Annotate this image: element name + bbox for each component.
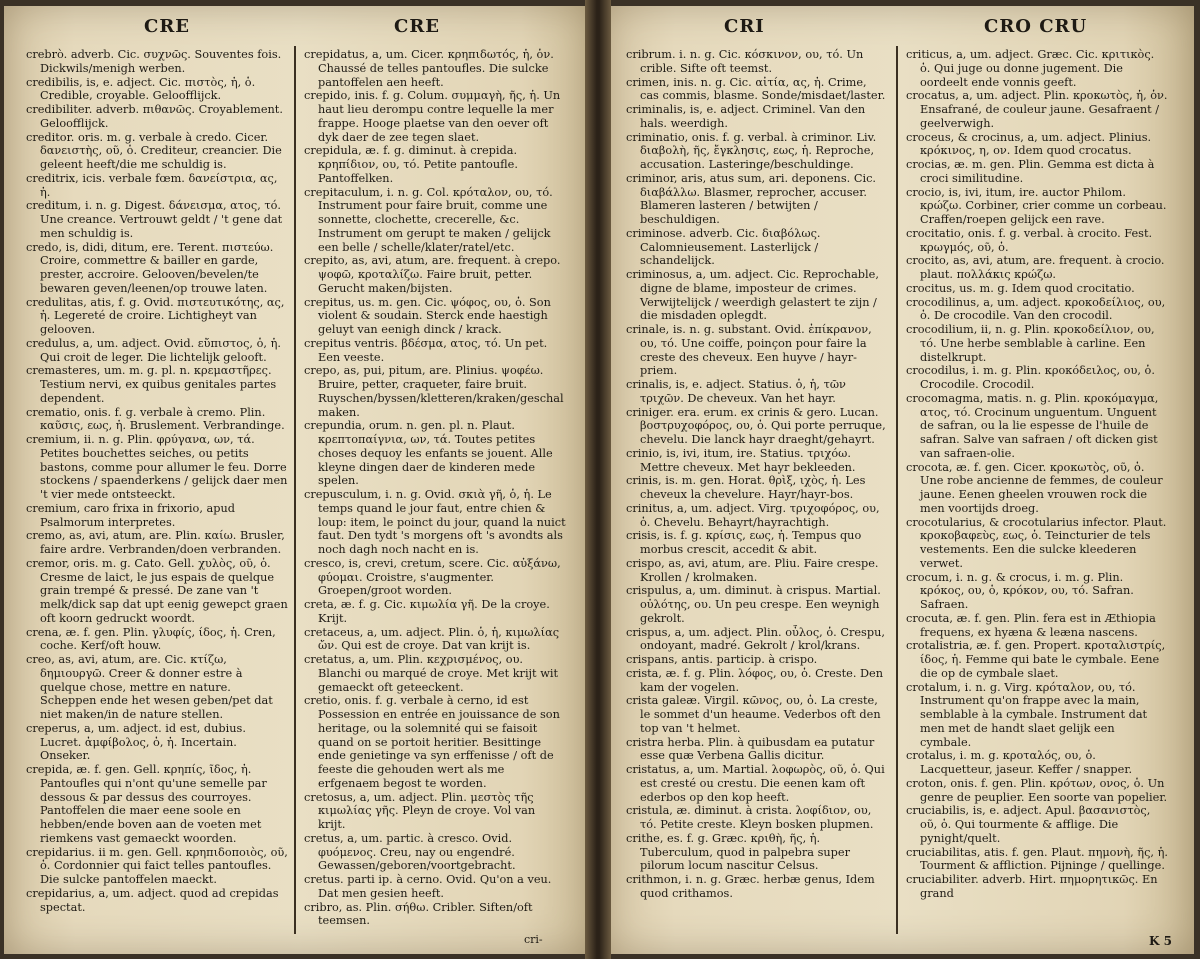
dictionary-entry: crispulus, a, um. diminut. à crispus. Martial. οὐλότης, ου. Un peu crespe. Een weynigh gekrolt. [626,584,881,625]
dictionary-entry: crithe, es. f. g. Græc. κριθὴ, ῆς, ἡ. Tuberculum, quod in palpebra super pilorum locum nascitur Celsus. [626,831,850,873]
dictionary-entry: cremo, as, avi, atum, are. Plin. καίω. Brusler, faire ardre. Verbranden/doen verbranden. [26,529,285,556]
column-rule [896,46,898,934]
dictionary-entry: crepitaculum, i. n. g. Col. κρόταλον, ου, τό. Instrument pour faire bruit, comme une sonnette, clochette, crecerelle, &c. Instrument om gerupt te maken / gelijck een belle / schelle/klater/ratel/etc. [304,185,553,254]
dictionary-entry: criminalis, is, e. adject. Criminel. Van den hals. weerdigh. [626,103,866,130]
dictionary-entry: crebrò. adverb. Cic. συχνῶς. Souventes fois. Dickwils/menigh werben. [26,48,282,75]
dictionary-entry: creta, æ. f. g. Cic. κιμωλία γῆ. De la croye. Krijt. [304,598,550,625]
dictionary-entry: cretio, onis. f. g. verbale à cerno, id est Possession en entrée en jouissance de son heritage, ou la solemnité qui se faisoit quand on se portoit heritier. Besittinge ende genietinge va syn erffenisse / oft de feeste die gehouden wert als me erfgenaem begost te worden. [304,694,560,790]
dictionary-entry: creditum, i. n. g. Digest. δάνεισμα, ατος, τό. Une creance. Vertrouwt geldt / 't gene dat men schuldig is. [26,199,283,240]
dictionary-entry: croton, onis. f. gen. Plin. κρότων, ονος, ὁ. Un genre de peuplier. Een soorte van popelier. [906,776,1168,804]
dictionary-entry: crepido, inis. f. g. Colum. συμμαγὴ, ῆς, ἡ. Un haut lieu derompu contre lequelle la mer frappe. Hooge plaetse van den oever oft dyk daer de zee tegen slaet. [304,89,561,144]
column-rule [294,46,296,934]
dictionary-entry: cretatus, a, um. Plin. κεχρισμένος, ου. Blanchi ou marqué de croye. Met krijt wit gemaeckt oft geteeckent. [304,653,559,694]
page-number: K 5 [1149,934,1172,948]
column-left-1 [26,48,288,914]
column-right-1 [626,48,888,901]
dictionary-entry: crista, æ. f. g. Plin. λόφος, ου, ὁ. Creste. Den kam der vogelen. [626,666,884,694]
dictionary-entry: cristatus, a, um. Martial. λοφωρὸς, οῦ, ὁ. Qui est cresté ou crestu. Die eenen kam oft ederbos op den kop heeft. [626,763,885,804]
dictionary-entry: crocodilus, i. m. g. Plin. κροκόδειλος, ου, ὁ. Crocodile. Crocodil. [906,364,1155,391]
left-page [4,6,592,954]
dictionary-entry: croceus, & crocinus, a, um. adject. Plinius. κρόκινος, η, ον. Idem quod crocatus. [906,130,1152,158]
dictionary-entry: cruciabiliter. adverb. Hirt. πημορητικῶς. En grand [906,873,1158,900]
dictionary-entry: crinis, is. m. gen. Horat. θρὶξ, ιχὸς, ἡ. Les cheveux la chevelure. Hayr/hayr-bos. [626,474,866,501]
dictionary-entry: cremium, ii. n. g. Plin. φρύγανα, ων, τά. Petites bouchettes seiches, ou petits bastons, comme pour allumer le feu. Dorre stockens / spaenderkens / gelijck daer men 't vier mede ontsteeckt. [26,433,288,501]
dictionary-entry: cretus. parti ip. à cerno. Ovid. Qu'on a veu. Dat men gesien heeft. [304,873,552,900]
dictionary-entry: credulitas, atis, f. g. Ovid. πιστευτικότης, ας, ἡ. Legereté de croire. Lichtigheyt van gelooven. [26,295,285,336]
dictionary-entry: crocodilium, ii, n. g. Plin. κροκοδείλιον, ου, τό. Une herbe semblable à carline. Een distelkrupt. [906,323,1155,364]
dictionary-entry: cruciabilitas, atis. f. gen. Plaut. πημονὴ, ῆς, ἡ. Tourment & affliction. Pijninge / quellinge. [906,845,1168,873]
dictionary-entry: crepidula, æ. f. g. diminut. à crepida. κρηπίδιον, ου, τό. Petite pantoufle. Pantoffelken. [304,144,518,185]
dictionary-entry: crematio, onis. f. g. verbale à cremo. Plin. καῦσις, εως, ἡ. Bruslement. Verbrandinge. [26,405,285,433]
dictionary-entry: crocatus, a, um. adject. Plin. κροκωτὸς, ἡ, ὁν. Ensafrané, de couleur jaune. Gesafraent / geelverwigh. [906,89,1168,130]
dictionary-entry: criminatio, onis. f. g. verbal. à criminor. Liv. διαβολὴ, ῆς, ἔγκλησις, εως, ἡ. Reproche, accusation. Lasteringe/beschuldinge. [626,130,877,171]
running-header [604,16,1194,42]
dictionary-entry: cretus, a, um. partic. à cresco. Ovid. φυόμενος. Creu, nay ou engendré. Gewassen/geboren/voortgebracht. [304,831,516,873]
dictionary-entry: crocomagma, matis. n. g. Plin. κροκόμαγμα, ατος, τό. Crocinum unguentum. Unguent de safran, ou la lie espesse de l'huile de safran. Salve van safraen / oft dicken gist van safraen-olie. [906,391,1159,460]
dictionary-entry: crispo, as, avi, atum, are. Pliu. Faire crespe. Krollen / krolmaken. [626,556,879,584]
dictionary-entry: criniger. era. erum. ex crinis & gero. Lucan. βοστρυχοφόρος, ου, ὁ. Qui porte perruque, chevelu. Die lanck hayr draeght/gehayrt. [626,405,886,446]
dictionary-entry: crocum, i. n. g. & crocus, i. m. g. Plin. κρόκος, ου, ὁ, κρόκον, ου, τό. Safran. Safraen. [906,570,1134,611]
dictionary-entry: crepitus, us. m. gen. Cic. ψόφος, ου, ὁ. Son violent & soudain. Sterck ende haestigh geluyt van eenigh dinck / krack. [304,295,551,336]
dictionary-entry: cruciabilis, is, e. adject. Apul. βασανιστὸς, οῦ, ὁ. Qui tourmente & afflige. Die pynight/quelt. [906,804,1151,845]
dictionary-entry: credibiliter. adverb. πιθανῶς. Croyablement. Geloofflijck. [26,103,283,130]
dictionary-entry: cribro, as. Plin. σήθω. Cribler. Siften/oft teemsen. [304,900,533,928]
dictionary-entry: cribrum. i. n. g. Cic. κόσκινον, ου, τό. Un crible. Sifte oft teemst. [626,48,864,75]
dictionary-entry: crepusculum, i. n. g. Ovid. σκιὰ γῆ, ὁ, ἡ. Le temps quand le jour faut, entre chien & loup: item, le poinct du jour, quand la nuict faut. Den tydt 's morgens oft 's avondts als noch dagh noch nacht en is. [304,488,566,556]
dictionary-entry: cristula, æ. diminut. à crista. λοφίδιον, ου, τό. Petite creste. Kleyn bosken plupmen. [626,804,874,831]
dictionary-entry: cretosus, a, um. adject. Plin. μεστὸς τῆς κιμωλίας γῆς. Pleyn de croye. Vol van krijt. [304,790,536,831]
dictionary-entry: cremium, caro frixa in frixorio, apud Psalmorum interpretes. [26,501,235,529]
dictionary-entry: creperus, a, um. adject. id est, dubius. Lucret. ἀμφίβολος, ὁ, ἡ. Incertain. Onseker. [26,721,246,763]
dictionary-entry: crepundia, orum. n. gen. pl. n. Plaut. κρεπτοπαίγνια, ων, τά. Toutes petites choses dequoy les enfants se jouent. Alle kleyne dingen daer de kinderen mede spelen. [304,419,553,488]
dictionary-entry: crepida, æ. f. gen. Gell. κρηπίς, ῖδος, ἡ. Pantoufles qui n'ont qu'une semelle par dessous & par dessus des courroyes. Pantoffelen die maer eene soole en hebben/ende boven aan de voeten met riemkens vast gemaeckt woorden. [26,763,267,845]
dictionary-entry: cresco, is, crevi, cretum, scere. Cic. αὐξάνω, φύομαι. Croistre, s'augmenter. Groepen/groot worden. [304,556,561,598]
dictionary-entry: cremasteres, um. m. g. pl. n. κρεμαστῆρες. Testium nervi, ex quibus genitales partes dependent. [26,364,277,405]
dictionary-entry: creditor. oris. m. g. verbale à credo. Cicer. δανειστὴς, οῦ, ὁ. Crediteur, creancier. Die geleent heeft/die me schuldig is. [26,130,282,171]
dictionary-entry: crepitus ventris. βδέσμα, ατος, τό. Un pet. Een veeste. [304,336,548,364]
dictionary-entry: crithmon, i. n. g. Græc. herbæ genus, Idem quod crithamos. [626,873,875,900]
dictionary-entry: cristra herba. Plin. à quibusdam ea putatur esse quæ Verbena Gallis dicitur. [626,735,875,763]
dictionary-entry: crepo, as, pui, pitum, are. Plinius. ψοφέω. Bruire, petter, craqueter, faire bruit. Ruyschen/byssen/kletteren/kraken/geschal maken. [304,364,564,419]
dictionary-entry: criminose. adverb. Cic. διαβόλως. Calomnieusement. Lasterlijck / schandelijck. [626,226,821,268]
running-header [4,16,592,42]
dictionary-entry: credibilis, is, e. adject. Cic. πιστὸς, ἡ, ὁ. Credible, croyable. Geloofflijck. [26,75,256,103]
right-page [604,6,1194,954]
dictionary-entry: crocotularius, & crocotularius infector. Plaut. κροκοβαφεὺς, εως, ὁ. Teincturier de tels vestements. Een die sulcke kleederen verwet. [906,515,1167,570]
dictionary-entry: crista galeæ. Virgil. κῶνος, ου, ὁ. La creste, le sommet d'un heaume. Vederbos oft den top van 't helmet. [626,694,881,735]
dictionary-entry: crotalistria, æ. f. gen. Propert. κροταλιστρίς, ίδος, ἡ. Femme qui bate le cymbale. Eene die op de cymbale slaet. [906,639,1166,680]
dictionary-entry: crocuta, æ. f. gen. Plin. fera est in Æthiopia frequens, ex hyæna & leæna nascens. [906,611,1156,639]
dictionary-entry: crena, æ. f. gen. Plin. γλυφίς, ίδος, ἡ. Cren, coche. Kerf/oft houw. [26,625,276,653]
dictionary-entry: crocitatio, onis. f. g. verbal. à crocito. Fest. κρωγμός, οῦ, ὁ. [906,226,1153,254]
dictionary-entry: cremor, oris. m. g. Cato. Gell. χυλὸς, οῦ, ὁ. Cresme de laict, le jus espais de quelque grain trempé & pressé. De zane van 't melk/dick sap dat upt eenig gewepct graen oft koorn gedruckt woordt. [26,556,288,625]
dictionary-entry: crispus, a, um. adject. Plin. οὖλος, ὁ. Crespu, ondoyant, madré. Gekrolt / krol/krans. [626,625,885,653]
dictionary-entry: creo, as, avi, atum, are. Cic. κτίζω, δημιουργῶ. Creer & donner estre à quelque chose, mettre en nature. Scheppen ende het wesen geben/pet dat niet maken/in de nature stellen. [26,653,273,721]
book-gutter [585,0,611,959]
dictionary-entry: crinale, is. n. g. substant. Ovid. ἐπίκρανον, ου, τό. Une coiffe, poinçon pour faire la creste des cheveux. Een huyve / hayr-priem. [626,323,872,378]
header-right: CRE [394,16,441,37]
dictionary-entry: criminor, aris, atus sum, ari. deponens. Cic. διαβάλλω. Blasmer, reprocher, accuser. Blameren lasteren / betwijten / beschuldigen. [626,171,876,226]
dictionary-entry: crotalus, i. m. g. κροταλός, ου, ὁ. Lacquetteur, jaseur. Keffer / snapper. [906,749,1133,776]
dictionary-entry: crepito, as, avi, atum, are. frequent. à crepo. ψοφῶ, κροταλίζω. Faire bruit, petter. Gerucht maken/bijsten. [304,254,561,295]
dictionary-entry: crocodilinus, a, um. adject. κροκοδείλιος, ου, ὁ. De crocodile. Van den crocodil. [906,295,1166,323]
dictionary-entry: criticus, a, um. adject. Græc. Cic. κριτικὸς. ὁ. Qui juge ou donne jugement. Die oordeelt ende vonnis geeft. [906,48,1155,89]
dictionary-entry: crocias, æ. m. gen. Plin. Gemma est dicta à croci similitudine. [906,158,1155,185]
header-left: CRE [144,16,191,37]
dictionary-entry: credulus, a, um. adject. Ovid. εὔπιστος, ὁ, ἡ. Qui croit de leger. Die lichtelijk gelooft. [26,336,281,364]
column-left-2 [304,48,566,928]
catchword: cri- [524,933,543,946]
dictionary-entry: creditrix, icis. verbale fœm. δανείστρια, ας, ἡ. [26,171,278,199]
header-left: CRI [724,16,765,37]
dictionary-entry: crepidarius. ii m. gen. Gell. κρηπιδοποιὸς, οῦ, ὁ. Cordonnier qui faict telles pantoufles. Die sulcke pantoffelen maeckt. [26,845,288,886]
dictionary-entry: crocitus, us. m. g. Idem quod crocitatio. [906,281,1135,295]
dictionary-entry: crisis, is. f. g. κρίσις, εως, ἡ. Tempus quo morbus crescit, accedit & abit. [626,529,862,556]
dictionary-entry: crepidarius, a, um. adject. quod ad crepidas spectat. [26,886,279,914]
dictionary-entry: crispans, antis. particip. à crispo. [626,653,818,666]
dictionary-entry: credo, is, didi, ditum, ere. Terent. πιστεύω. Croire, commettre & bailler en garde, prester, accroire. Gelooven/bevelen/te bewaren geven/leenen/op trouwe laten. [26,240,274,295]
dictionary-entry: crinio, is, ivi, itum, ire. Statius. τριχόω. Mettre cheveux. Met hayr bekleeden. [626,446,856,474]
dictionary-entry: crimen, inis. n. g. Cic. αἰτία, ας, ἡ. Crime, cas commis, blasme. Sonde/misdaet/laster. [626,75,886,103]
dictionary-entry: criminosus, a, um. adject. Cic. Reprochable, digne de blame, imposteur de crimes. Verwijtelijck / weerdigh gelastert te zijn / die misdaden oplegdt. [626,268,879,323]
dictionary-entry: crocio, is, ivi, itum, ire. auctor Philom. κρώζω. Corbiner, crier comme un corbeau. Craffen/roepen gelijck een rave. [906,185,1167,226]
dictionary-entry: cretaceus, a, um. adject. Plin. ὁ, ἡ, κιμωλίας ὤν. Qui est de croye. Dat van krijt is. [304,625,560,653]
dictionary-entry: crepidatus, a, um. Cicer. κρηπιδωτός, ἡ, ὁν. Chaussé de telles pantoufles. Die sulcke pantoffelen aen heeft. [304,48,554,89]
header-right: CRO CRU [984,16,1088,37]
dictionary-entry: crinalis, is, e. adject. Statius. ὁ, ἡ, τῶν τριχῶν. De cheveux. Van het hayr. [626,378,846,405]
dictionary-entry: crinitus, a, um. adject. Virg. τριχοφόρος, ου, ὁ. Chevelu. Behayrt/hayrachtigh. [626,501,880,529]
dictionary-entry: crocito, as, avi, atum, are. frequent. à crocio. plaut. πολλάκις κρώζω. [906,254,1165,281]
dictionary-entry: crotalum, i. n. g. Virg. κρόταλον, ου, τό. Instrument qu'on frappe avec la main, semblable à la cymbale. Instrument dat men met de handt slaet gelijk een cymbale. [906,680,1148,749]
column-right-2 [906,48,1168,901]
dictionary-entry: crocota, æ. f. gen. Cicer. κροκωτὸς, οῦ, ὁ. Une robe ancienne de femmes, de couleur jaune. Eenen gheelen vrouwen rock die men voortijds droeg. [906,460,1163,515]
